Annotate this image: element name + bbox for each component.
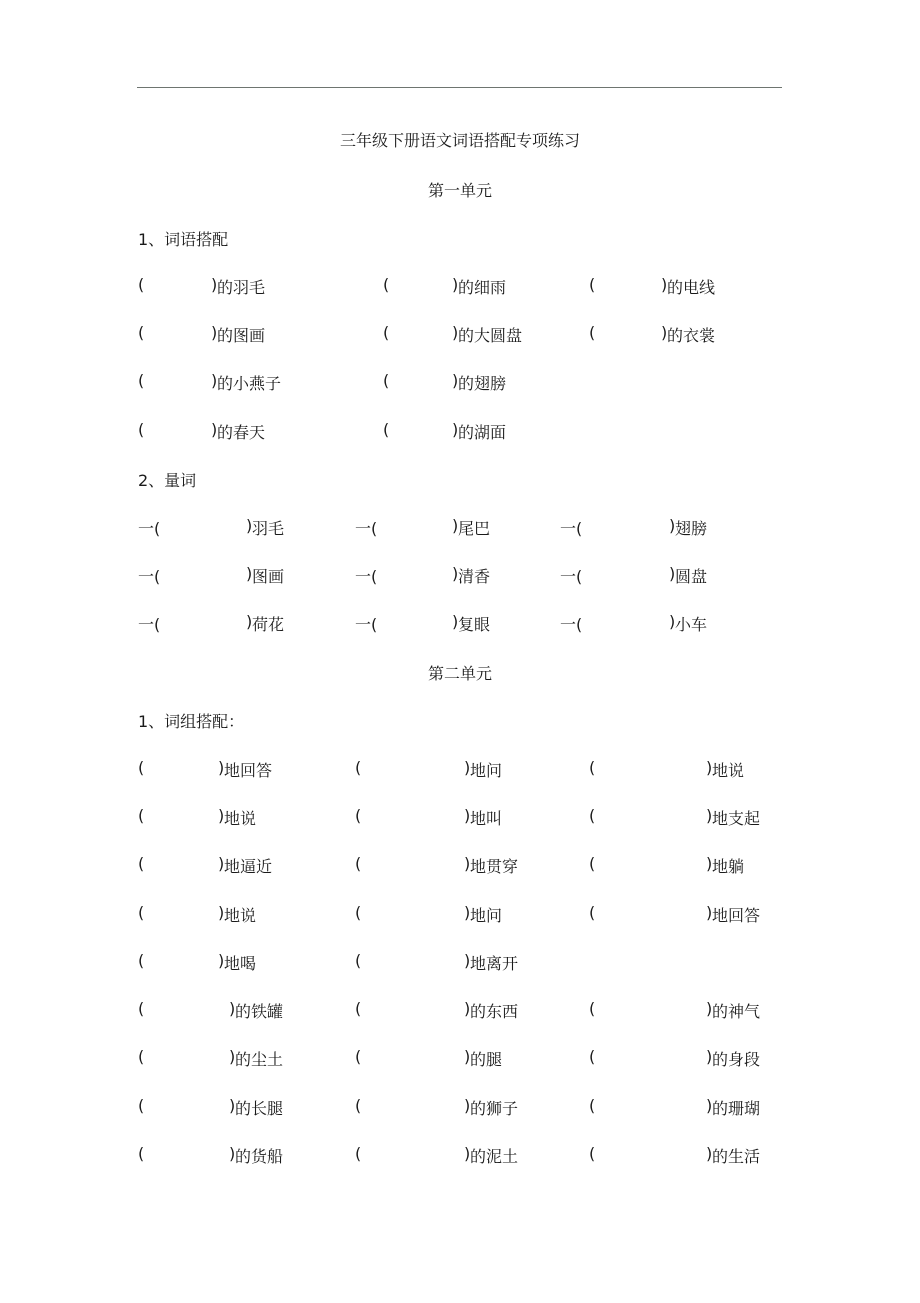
blank-open-paren: ( bbox=[138, 323, 145, 342]
blank-open-paren: ( bbox=[589, 758, 596, 777]
target-word: 地支起 bbox=[712, 809, 761, 828]
target-word: 的图画 bbox=[217, 326, 266, 345]
blank-open-paren: ( bbox=[355, 1144, 362, 1163]
answer-blank[interactable] bbox=[572, 516, 667, 536]
blank-open-paren: ( bbox=[138, 1047, 145, 1066]
document-title: 三年级下册语文词语搭配专项练习 bbox=[339, 131, 580, 150]
blank-close-paren: ) bbox=[661, 323, 668, 342]
blank-open-paren: ( bbox=[355, 1047, 362, 1066]
blank-close-paren: ) bbox=[229, 1047, 236, 1066]
blank-close-paren: ) bbox=[669, 564, 676, 583]
unit-2-heading: 第二单元 bbox=[427, 664, 492, 683]
target-word: 的电线 bbox=[667, 278, 716, 297]
answer-blank[interactable] bbox=[395, 323, 450, 343]
blank-close-paren: ) bbox=[706, 999, 713, 1018]
target-word: 地叫 bbox=[470, 809, 503, 828]
blank-close-paren: ) bbox=[211, 371, 218, 390]
blank-close-paren: ) bbox=[246, 516, 253, 535]
blank-open-paren: ( bbox=[589, 854, 596, 873]
blank-open-paren: ( bbox=[138, 854, 145, 873]
blank-close-paren: ) bbox=[246, 612, 253, 631]
answer-blank[interactable] bbox=[601, 903, 704, 923]
blank-open-paren: ( bbox=[138, 371, 145, 390]
blank-close-paren: ) bbox=[452, 564, 459, 583]
blank-open-paren: 一( bbox=[355, 519, 378, 538]
blank-open-paren: ( bbox=[355, 1096, 362, 1115]
blank-close-paren: ) bbox=[452, 516, 459, 535]
blank-open-paren: ( bbox=[138, 999, 145, 1018]
target-word: 的小燕子 bbox=[217, 374, 282, 393]
exercise-row bbox=[0, 951, 920, 973]
answer-blank[interactable] bbox=[367, 564, 450, 584]
blank-open-paren: ( bbox=[138, 903, 145, 922]
exercise-row bbox=[0, 806, 920, 828]
blank-open-paren: ( bbox=[355, 758, 362, 777]
blank-close-paren: ) bbox=[464, 1096, 471, 1115]
exercise-row bbox=[0, 999, 920, 1021]
answer-blank[interactable] bbox=[150, 903, 216, 923]
blank-close-paren: ) bbox=[669, 612, 676, 631]
blank-close-paren: ) bbox=[464, 806, 471, 825]
answer-blank[interactable] bbox=[367, 999, 462, 1019]
blank-open-paren: ( bbox=[383, 323, 390, 342]
blank-close-paren: ) bbox=[464, 903, 471, 922]
blank-close-paren: ) bbox=[246, 564, 253, 583]
answer-blank[interactable] bbox=[601, 1047, 704, 1067]
blank-open-paren: ( bbox=[383, 420, 390, 439]
blank-open-paren: ( bbox=[589, 323, 596, 342]
target-word: 地贯穿 bbox=[470, 857, 519, 876]
target-word: 小车 bbox=[675, 615, 708, 634]
exercise-row bbox=[0, 275, 920, 297]
target-word: 地离开 bbox=[470, 954, 519, 973]
blank-close-paren: ) bbox=[218, 951, 225, 970]
exercise-row bbox=[0, 612, 920, 634]
blank-close-paren: ) bbox=[218, 903, 225, 922]
blank-open-paren: ( bbox=[589, 1047, 596, 1066]
target-word: 的身段 bbox=[712, 1050, 761, 1069]
answer-blank[interactable] bbox=[367, 516, 450, 536]
target-word: 地说 bbox=[224, 809, 257, 828]
target-word: 图画 bbox=[252, 567, 285, 586]
answer-blank[interactable] bbox=[150, 323, 209, 343]
answer-blank[interactable] bbox=[367, 951, 462, 971]
answer-blank[interactable] bbox=[150, 1096, 227, 1116]
blank-close-paren: ) bbox=[229, 1144, 236, 1163]
target-word: 的货船 bbox=[235, 1147, 284, 1166]
answer-blank[interactable] bbox=[150, 275, 209, 295]
answer-blank[interactable] bbox=[395, 420, 450, 440]
target-word: 的生活 bbox=[712, 1147, 761, 1166]
answer-blank[interactable] bbox=[150, 420, 209, 440]
blank-close-paren: ) bbox=[452, 371, 459, 390]
answer-blank[interactable] bbox=[601, 806, 704, 826]
answer-blank[interactable] bbox=[572, 564, 667, 584]
target-word: 的泥土 bbox=[470, 1147, 519, 1166]
target-word: 的珊瑚 bbox=[712, 1099, 761, 1118]
blank-close-paren: ) bbox=[211, 323, 218, 342]
target-word: 的尘土 bbox=[235, 1050, 284, 1069]
answer-blank[interactable] bbox=[150, 1047, 227, 1067]
answer-blank[interactable] bbox=[150, 951, 216, 971]
answer-blank[interactable] bbox=[601, 999, 704, 1019]
answer-blank[interactable] bbox=[367, 806, 462, 826]
blank-open-paren: ( bbox=[355, 806, 362, 825]
header-rule bbox=[137, 87, 782, 88]
answer-blank[interactable] bbox=[395, 371, 450, 391]
blank-close-paren: ) bbox=[218, 854, 225, 873]
target-word: 地问 bbox=[470, 906, 503, 925]
target-word: 翅膀 bbox=[675, 519, 708, 538]
blank-close-paren: ) bbox=[464, 1144, 471, 1163]
blank-close-paren: ) bbox=[669, 516, 676, 535]
answer-blank[interactable] bbox=[367, 1096, 462, 1116]
answer-blank[interactable] bbox=[150, 612, 244, 632]
exercise-row bbox=[0, 516, 920, 538]
blank-close-paren: ) bbox=[452, 420, 459, 439]
target-word: 的东西 bbox=[470, 1002, 519, 1021]
blank-close-paren: ) bbox=[452, 612, 459, 631]
answer-blank[interactable] bbox=[601, 1096, 704, 1116]
blank-close-paren: ) bbox=[464, 999, 471, 1018]
blank-close-paren: ) bbox=[211, 420, 218, 439]
exercise-row bbox=[0, 371, 920, 393]
exercise-row bbox=[0, 1096, 920, 1118]
answer-blank[interactable] bbox=[367, 612, 450, 632]
target-word: 的羽毛 bbox=[217, 278, 266, 297]
answer-blank[interactable] bbox=[150, 999, 227, 1019]
blank-open-paren: 一( bbox=[138, 519, 161, 538]
blank-close-paren: ) bbox=[218, 806, 225, 825]
target-word: 清香 bbox=[458, 567, 491, 586]
target-word: 地躺 bbox=[712, 857, 745, 876]
blank-open-paren: ( bbox=[138, 275, 145, 294]
target-word: 复眼 bbox=[458, 615, 491, 634]
blank-close-paren: ) bbox=[229, 1096, 236, 1115]
blank-open-paren: ( bbox=[355, 999, 362, 1018]
answer-blank[interactable] bbox=[367, 1144, 462, 1164]
blank-close-paren: ) bbox=[211, 275, 218, 294]
answer-blank[interactable] bbox=[150, 516, 244, 536]
answer-blank[interactable] bbox=[601, 758, 704, 778]
target-word: 的翅膀 bbox=[458, 374, 507, 393]
section-heading-word-matching: 1、词语搭配 bbox=[138, 230, 229, 249]
blank-open-paren: ( bbox=[355, 951, 362, 970]
blank-close-paren: ) bbox=[706, 903, 713, 922]
target-word: 地说 bbox=[712, 761, 745, 780]
blank-close-paren: ) bbox=[706, 854, 713, 873]
blank-close-paren: ) bbox=[229, 999, 236, 1018]
blank-close-paren: ) bbox=[218, 758, 225, 777]
target-word: 的腿 bbox=[470, 1050, 503, 1069]
exercise-row bbox=[0, 420, 920, 442]
target-word: 的大圆盘 bbox=[458, 326, 523, 345]
blank-close-paren: ) bbox=[706, 1144, 713, 1163]
target-word: 的湖面 bbox=[458, 423, 507, 442]
target-word: 羽毛 bbox=[252, 519, 285, 538]
answer-blank[interactable] bbox=[601, 323, 659, 343]
exercise-row bbox=[0, 1144, 920, 1166]
answer-blank[interactable] bbox=[150, 854, 216, 874]
answer-blank[interactable] bbox=[367, 1047, 462, 1067]
answer-blank[interactable] bbox=[150, 564, 244, 584]
exercise-row bbox=[0, 323, 920, 345]
blank-open-paren: ( bbox=[355, 854, 362, 873]
target-word: 尾巴 bbox=[458, 519, 491, 538]
target-word: 的铁罐 bbox=[235, 1002, 284, 1021]
blank-open-paren: ( bbox=[589, 999, 596, 1018]
unit-1-heading: 第一单元 bbox=[427, 181, 492, 200]
blank-open-paren: ( bbox=[589, 1144, 596, 1163]
blank-open-paren: ( bbox=[589, 275, 596, 294]
section-heading-measure-words: 2、量词 bbox=[138, 471, 197, 490]
blank-open-paren: ( bbox=[138, 420, 145, 439]
blank-open-paren: ( bbox=[589, 1096, 596, 1115]
blank-close-paren: ) bbox=[464, 951, 471, 970]
target-word: 地喝 bbox=[224, 954, 257, 973]
section-heading-phrase-matching: 1、词组搭配： bbox=[138, 712, 245, 731]
answer-blank[interactable] bbox=[367, 854, 462, 874]
blank-open-paren: 一( bbox=[355, 615, 378, 634]
target-word: 的衣裳 bbox=[667, 326, 716, 345]
target-word: 地说 bbox=[224, 906, 257, 925]
target-word: 圆盘 bbox=[675, 567, 708, 586]
blank-open-paren: ( bbox=[138, 1096, 145, 1115]
blank-open-paren: ( bbox=[589, 903, 596, 922]
blank-open-paren: 一( bbox=[560, 615, 583, 634]
target-word: 的长腿 bbox=[235, 1099, 284, 1118]
target-word: 荷花 bbox=[252, 615, 285, 634]
answer-blank[interactable] bbox=[367, 758, 462, 778]
exercise-row bbox=[0, 564, 920, 586]
blank-close-paren: ) bbox=[706, 1047, 713, 1066]
blank-close-paren: ) bbox=[661, 275, 668, 294]
blank-open-paren: ( bbox=[138, 806, 145, 825]
answer-blank[interactable] bbox=[150, 371, 209, 391]
blank-open-paren: 一( bbox=[560, 519, 583, 538]
blank-open-paren: ( bbox=[383, 371, 390, 390]
target-word: 地问 bbox=[470, 761, 503, 780]
blank-close-paren: ) bbox=[464, 854, 471, 873]
target-word: 的狮子 bbox=[470, 1099, 519, 1118]
answer-blank[interactable] bbox=[150, 806, 216, 826]
answer-blank[interactable] bbox=[150, 1144, 227, 1164]
blank-close-paren: ) bbox=[706, 758, 713, 777]
target-word: 的神气 bbox=[712, 1002, 761, 1021]
answer-blank[interactable] bbox=[601, 1144, 704, 1164]
blank-open-paren: 一( bbox=[355, 567, 378, 586]
blank-open-paren: ( bbox=[355, 903, 362, 922]
answer-blank[interactable] bbox=[572, 612, 667, 632]
blank-open-paren: ( bbox=[138, 1144, 145, 1163]
answer-blank[interactable] bbox=[601, 854, 704, 874]
blank-close-paren: ) bbox=[464, 758, 471, 777]
exercise-row bbox=[0, 903, 920, 925]
blank-close-paren: ) bbox=[706, 1096, 713, 1115]
exercise-row bbox=[0, 758, 920, 780]
answer-blank[interactable] bbox=[395, 275, 450, 295]
blank-open-paren: ( bbox=[138, 951, 145, 970]
blank-close-paren: ) bbox=[464, 1047, 471, 1066]
target-word: 地逼近 bbox=[224, 857, 273, 876]
target-word: 地回答 bbox=[224, 761, 273, 780]
target-word: 的春天 bbox=[217, 423, 266, 442]
blank-close-paren: ) bbox=[452, 323, 459, 342]
target-word: 的细雨 bbox=[458, 278, 507, 297]
blank-close-paren: ) bbox=[452, 275, 459, 294]
blank-open-paren: 一( bbox=[138, 567, 161, 586]
answer-blank[interactable] bbox=[601, 275, 659, 295]
blank-open-paren: 一( bbox=[138, 615, 161, 634]
blank-close-paren: ) bbox=[706, 806, 713, 825]
target-word: 地回答 bbox=[712, 906, 761, 925]
exercise-row bbox=[0, 1047, 920, 1069]
blank-open-paren: 一( bbox=[560, 567, 583, 586]
answer-blank[interactable] bbox=[367, 903, 462, 923]
blank-open-paren: ( bbox=[383, 275, 390, 294]
blank-open-paren: ( bbox=[138, 758, 145, 777]
blank-open-paren: ( bbox=[589, 806, 596, 825]
answer-blank[interactable] bbox=[150, 758, 216, 778]
exercise-row bbox=[0, 854, 920, 876]
